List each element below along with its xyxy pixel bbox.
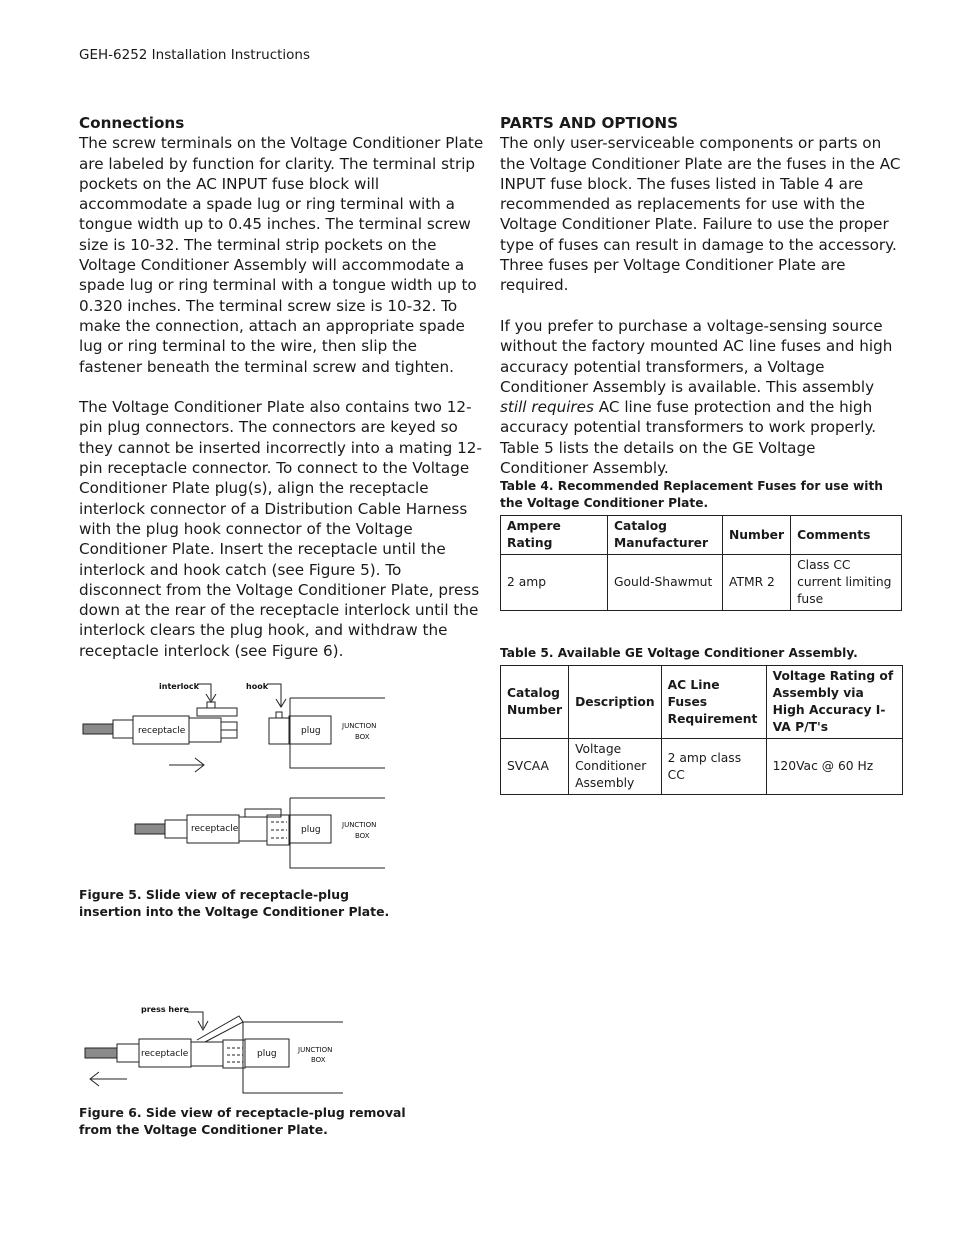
connections-section [79, 113, 484, 661]
table5-cell: SVCAA [501, 739, 569, 795]
page-header: GEH-6252 Installation Instructions [79, 47, 311, 63]
interlock-latch [197, 708, 237, 716]
figure6-caption: Figure 6. Side view of receptacle-plug removal from the Voltage Conditioner Plate. [79, 1105, 406, 1137]
connections-paragraph-1: The screw terminals on the Voltage Conditioner Plate are labeled by function for clarity. The terminal strip pockets on the AC INPUT fuse block will accommodate a spade lug or ring terminal with a tongue width up to 0.45 inches. The terminal screw size is 10-32. The terminal strip pockets on the Voltage Conditioner Assembly will accommodate a spade lug or ring terminal with a tongue width up to 0.320 inches. The terminal screw size is 10-32. To make the connection, attach an appropriate spade lug or ring terminal to the wire, then slip the fastener beneath the terminal screw and tighten. [79, 134, 484, 376]
figure5-label-interlock: interlock [159, 682, 199, 691]
interlock-arrow-icon [197, 684, 211, 700]
connections-heading: Connections [79, 114, 185, 132]
figure6-label-junction: JUNCTION [298, 1046, 333, 1054]
table4-caption: Table 4. Recommended Replacement Fuses for use with the Voltage Conditioner Plate. [500, 479, 883, 510]
figure5-label-junction: JUNCTION [342, 821, 377, 829]
figure6-diagram [79, 1000, 349, 1100]
figure5-label-plug: plug [301, 726, 321, 736]
parts-section [500, 113, 905, 478]
table5-header: Voltage Rating of Assembly via High Accuracy I-VA P/T's [766, 666, 902, 739]
figure6-label-plug: plug [257, 1049, 277, 1059]
table5-cell: 120Vac @ 60 Hz [766, 739, 902, 795]
connections-paragraph-2: The Voltage Conditioner Plate also contains two 12-pin plug connectors. The connectors are keyed so they cannot be inserted incorrectly into a mating 12-pin receptacle connector. To connect to the Voltage Conditioner Plate plug(s), align the receptacle interlock connector of a Distribution Cable Harness with the plug hook connector of the Voltage Conditioner Plate. Insert the receptacle until the interlock and hook catch (see Figure 5). To disconnect from the Voltage Conditioner Plate, press down at the rear of the receptacle interlock until the interlock clears the plug hook, and withdraw the receptacle interlock (see Figure 6). [79, 398, 482, 660]
receptacle-collar [113, 720, 133, 738]
table4-cell: 2 amp [501, 555, 608, 611]
table5-header: Description [569, 666, 662, 739]
figure5-label-hook: hook [246, 682, 269, 691]
table5-cell: 2 amp class CC [661, 739, 766, 795]
cable-icon [85, 1048, 117, 1058]
parts-paragraph-1: The only user-serviceable components or parts on the Voltage Conditioner Plate are the fuses in the AC INPUT fuse block. The fuses listed in Table 4 are recommended as replacements for use with the Voltage Conditioner Plate. Failure to use the proper type of fuses can result in damage to the accessory. Three fuses per Voltage Conditioner Plate are required. [500, 134, 901, 295]
table4-cell: ATMR 2 [723, 555, 791, 611]
figure6-label-receptacle: receptacle [141, 1049, 189, 1059]
figure5-label-box: BOX [355, 832, 370, 840]
figure5-label-junction: JUNCTION [342, 722, 377, 730]
table5-caption: Table 5. Available GE Voltage Conditioner Assembly. [500, 646, 858, 660]
figure5-caption: Figure 5. Slide view of receptacle-plug insertion into the Voltage Conditioner Plate. [79, 887, 390, 919]
cable-icon [83, 724, 113, 734]
table4-header: Number [723, 516, 791, 555]
figure6-label-box: BOX [311, 1056, 326, 1064]
table4-header: Ampere Rating [501, 516, 608, 555]
table4 [500, 515, 902, 611]
table4-header: Comments [791, 516, 902, 555]
parts-paragraph-2: If you prefer to purchase a voltage-sensing source without the factory mounted AC line fuses and high accuracy potential transformers, a Voltage Conditioner Assembly is available. This assembly still requires AC line fuse protection and the high accuracy potential transformers to work properly. Table 5 lists the details on the GE Voltage Conditioner Assembly. [500, 316, 893, 478]
figure5-label-box: BOX [355, 733, 370, 741]
table4-cell: Gould-Shawmut [608, 555, 723, 611]
table5 [500, 665, 903, 795]
table4-cell: Class CC current limiting fuse [791, 555, 902, 611]
figure5-label-receptacle: receptacle [191, 824, 239, 834]
table5-header: Catalog Number [501, 666, 569, 739]
parts-heading: PARTS AND OPTIONS [500, 114, 679, 132]
table5-cell: Voltage Conditioner Assembly [569, 739, 662, 795]
table4-header: Catalog Manufacturer [608, 516, 723, 555]
figure5-label-receptacle: receptacle [138, 726, 186, 736]
table5-header: AC Line Fuses Requirement [661, 666, 766, 739]
figure6-label-press: press here [141, 1005, 189, 1014]
figure5-diagram [79, 672, 389, 872]
figure5-label-plug: plug [301, 825, 321, 835]
